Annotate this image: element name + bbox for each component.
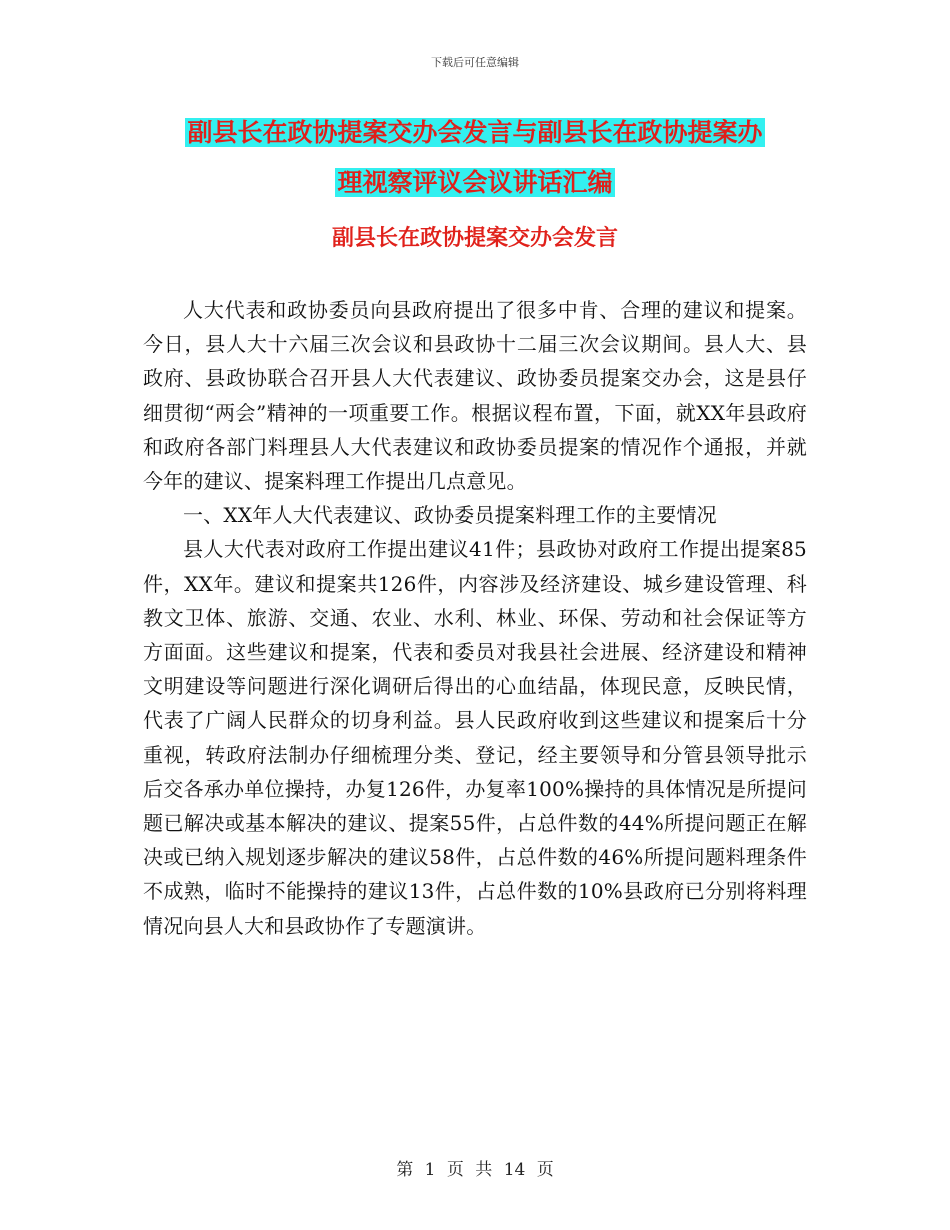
page-header: 下载后可任意编辑: [431, 56, 519, 69]
body-text: [143, 293, 807, 943]
document-title: [0, 108, 950, 208]
paragraph: 人大代表和政协委员向县政府提出了很多中肯、合理的建议和提案。今日，县人大十六届三次会议和县政协十二届三次会议期间。县人大、县政府、县政协联合召开县人大代表建议、政协委员提案交办会，这是县仔细贯彻“两会”精神的一项重要工作。根据议程布置，下面，就XX年县政府和政府各部门料理县人大代表建议和政协委员提案的情况作个通报，并就今年的建议、提案料理工作提出几点意见。: [143, 298, 807, 494]
document-title-line-1: 副县长在政协提案交办会发言与副县长在政协提案办: [187, 118, 763, 147]
section-title: 副县长在政协提案交办会发言: [331, 225, 618, 251]
paragraph: 县人大代表对政府工作提出建议41件；县政协对政府工作提出提案85件，XX年。建议和提案共126件，内容涉及经济建设、城乡建设管理、科教文卫体、旅游、交通、农业、水利、林业、环保、劳动和社会保证等方方面面。这些建议和提案，代表和委员对我县社会进展、经济建设和精神文明建设等问题进行深化调研后得出的心血结晶，体现民意，反映民情，代表了广阔人民群众的切身利益。县人民政府收到这些建议和提案后十分重视，转政府法制办仔细梳理分类、登记，经主要领导和分管县领导批示后交各承办单位操持，办复126件，办复率100%操持的具体情况是所提问题已解决或基本解决的建议、提案55件，占总件数的44%所提问题正在解决或已纳入规划逐步解决的建议58件，占总件数的46%所提问题料理条件不成熟，临时不能操持的建议13件，占总件数的10%县政府已分别将料理情况向县人大和县政协作了专题演讲。: [143, 537, 807, 938]
section-heading: 一、XX年人大代表建议、政协委员提案料理工作的主要情况: [183, 503, 717, 528]
page-number: 第 1 页 共 14 页: [396, 1160, 554, 1180]
document-title-line-2: 理视察评议会议讲话汇编: [337, 168, 613, 197]
